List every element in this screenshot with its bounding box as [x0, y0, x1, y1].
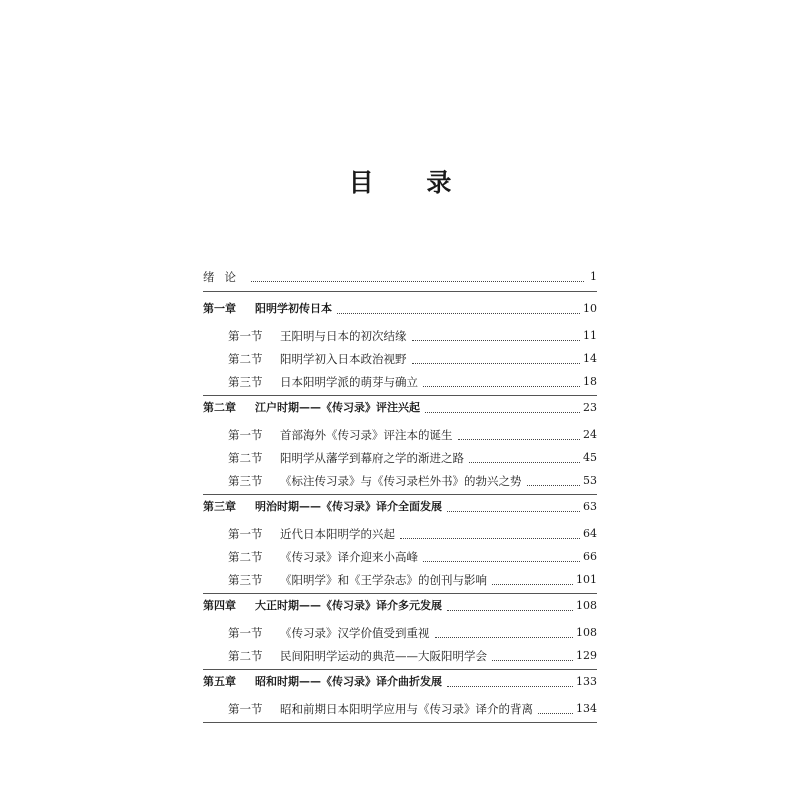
section-number: 第二节 — [228, 451, 263, 465]
section-number: 第二节 — [228, 352, 263, 366]
section-number: 第二节 — [228, 550, 263, 564]
page-number: 14 — [583, 352, 597, 365]
page-number: 1 — [590, 270, 597, 283]
toc-section-row — [203, 548, 597, 566]
section-title: 首部海外《传习录》评注本的诞生 — [280, 428, 453, 442]
toc-section-row — [203, 624, 597, 642]
section-title: 阳明学从藩学到幕府之学的渐进之路 — [280, 451, 464, 465]
toc-chapter-row — [203, 673, 597, 691]
page-number: 45 — [583, 451, 597, 464]
toc-chapter-row — [203, 597, 597, 615]
dot-leader — [400, 534, 580, 539]
dot-leader — [412, 336, 581, 341]
dot-leader — [458, 435, 581, 440]
section-number: 第一节 — [228, 527, 263, 541]
section-title: 《阳明学》和《王学杂志》的创刊与影响 — [280, 573, 487, 587]
section-number: 第一节 — [228, 329, 263, 343]
dot-leader — [425, 408, 580, 413]
section-title: 昭和前期日本阳明学应用与《传习录》译介的背离 — [280, 702, 533, 716]
dot-leader — [469, 458, 580, 463]
toc-section-row — [203, 426, 597, 444]
chapter-number: 第四章 — [203, 599, 236, 612]
chapter-number: 第一章 — [203, 302, 236, 315]
dot-leader — [337, 309, 580, 314]
page-number: 11 — [583, 329, 597, 342]
toc-intro-row — [203, 268, 597, 286]
dot-leader — [447, 606, 573, 611]
page-number: 66 — [583, 550, 597, 563]
page-number: 64 — [583, 527, 597, 540]
page-number: 108 — [576, 626, 597, 639]
toc-chapter-row — [203, 498, 597, 516]
section-number: 第三节 — [228, 573, 263, 587]
toc-section-row — [203, 327, 597, 345]
section-number: 第一节 — [228, 626, 263, 640]
toc-section-row — [203, 571, 597, 589]
page-number: 101 — [576, 573, 597, 586]
section-number: 第三节 — [228, 375, 263, 389]
section-number: 第一节 — [228, 428, 263, 442]
toc-section-row — [203, 373, 597, 391]
page-number: 63 — [583, 500, 597, 513]
toc-section-row — [203, 700, 597, 718]
chapter-title: 明治时期——《传习录》译介全面发展 — [255, 500, 442, 513]
section-title: 《传习录》译介迎来小高峰 — [280, 550, 418, 564]
dot-leader — [492, 656, 573, 661]
toc-section-row — [203, 647, 597, 665]
page-number: 108 — [576, 599, 597, 612]
dot-leader — [423, 382, 580, 387]
divider-rule — [203, 291, 597, 292]
dot-leader — [527, 481, 581, 486]
chapter-title: 昭和时期——《传习录》译介曲折发展 — [255, 675, 442, 688]
section-title: 日本阳明学派的萌芽与确立 — [280, 375, 418, 389]
page-number: 18 — [583, 375, 597, 388]
dot-leader — [251, 277, 584, 282]
page-number: 53 — [583, 474, 597, 487]
section-title: 近代日本阳明学的兴起 — [280, 527, 395, 541]
page-number: 23 — [583, 401, 597, 414]
section-number: 第三节 — [228, 474, 263, 488]
toc-section-row — [203, 350, 597, 368]
intro-number: 绪论 — [203, 270, 246, 284]
dot-leader — [412, 359, 581, 364]
toc-section-row — [203, 525, 597, 543]
dot-leader — [447, 682, 573, 687]
section-number: 第一节 — [228, 702, 263, 716]
toc-section-row — [203, 449, 597, 467]
section-title: 阳明学初入日本政治视野 — [280, 352, 407, 366]
chapter-title: 江户时期——《传习录》评注兴起 — [255, 401, 420, 414]
toc-chapter-row — [203, 399, 597, 417]
page-number: 10 — [583, 302, 597, 315]
divider-rule — [203, 669, 597, 670]
chapter-title: 阳明学初传日本 — [255, 302, 332, 315]
divider-rule — [203, 593, 597, 594]
page-title: 目 录 — [348, 168, 474, 197]
section-title: 《标注传习录》与《传习录栏外书》的勃兴之势 — [280, 474, 522, 488]
toc-section-row — [203, 472, 597, 490]
chapter-number: 第二章 — [203, 401, 236, 414]
page-number: 129 — [576, 649, 597, 662]
divider-rule — [203, 494, 597, 495]
dot-leader — [447, 507, 580, 512]
dot-leader — [538, 709, 573, 714]
dot-leader — [423, 557, 580, 562]
page-number: 134 — [576, 702, 597, 715]
divider-rule — [203, 395, 597, 396]
toc-chapter-row — [203, 300, 597, 318]
page-number: 133 — [576, 675, 597, 688]
section-title: 王阳明与日本的初次结缘 — [280, 329, 407, 343]
dot-leader — [435, 633, 574, 638]
chapter-title: 大正时期——《传习录》译介多元发展 — [255, 599, 442, 612]
section-number: 第二节 — [228, 649, 263, 663]
divider-rule — [203, 722, 597, 723]
section-title: 民间阳明学运动的典范——大阪阳明学会 — [280, 649, 487, 663]
page-number: 24 — [583, 428, 597, 441]
chapter-number: 第三章 — [203, 500, 236, 513]
section-title: 《传习录》汉学价值受到重视 — [280, 626, 430, 640]
chapter-number: 第五章 — [203, 675, 236, 688]
dot-leader — [492, 580, 573, 585]
